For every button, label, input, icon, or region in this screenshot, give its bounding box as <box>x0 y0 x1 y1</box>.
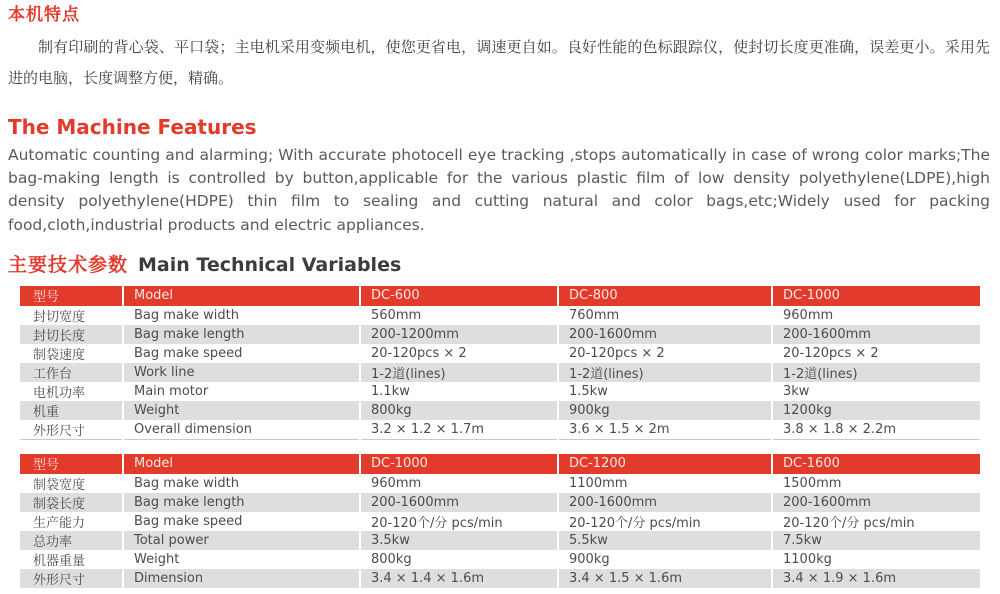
spec-cell: 3kw <box>772 382 980 401</box>
column-header: DC-1200 <box>558 454 772 474</box>
spec-cell: 封切长度 <box>20 325 123 344</box>
machine-features-paragraph: Automatic counting and alarming; With accurate photocell eye tracking ,stops automatically in case of wrong color marks;The bag-making length is controlled by button,applicable for the various plastic film of low density polyethylene(LDPE),high density polyethylene(HDPE) thin film to sealing and cutting natural and color bags,etc;Widely used for packing food,cloth,industrial products and electric appliances. <box>8 146 990 234</box>
column-header: Model <box>123 454 360 474</box>
column-header: DC-600 <box>360 286 558 306</box>
spec-cell: 20-120pcs × 2 <box>360 344 558 363</box>
spec-cell: 1100kg <box>772 550 980 569</box>
column-header: DC-800 <box>558 286 772 306</box>
spec-cell: 200-1600mm <box>772 325 980 344</box>
spec-cell: Bag make length <box>123 493 360 512</box>
spec-cell: 制袋长度 <box>20 493 123 512</box>
tech-params-title-en: Main Technical Variables <box>138 253 402 276</box>
table-header-row <box>20 286 980 306</box>
spec-cell: 1500mm <box>772 474 980 493</box>
spec-cell: Main motor <box>123 382 360 401</box>
spec-cell: 1.5kw <box>558 382 772 401</box>
spec-cell: 3.4 × 1.9 × 1.6m <box>772 569 980 588</box>
spec-cell: Dimension <box>123 569 360 588</box>
spec-cell: 外形尺寸 <box>20 569 123 588</box>
spec-cell: 1.1kw <box>360 382 558 401</box>
table-row <box>20 306 980 325</box>
table-row <box>20 382 980 401</box>
spec-cell: 20-120个/分 pcs/min <box>772 512 980 531</box>
spec-cell: 7.5kw <box>772 531 980 550</box>
table-row <box>20 344 980 363</box>
spec-cell: 3.6 × 1.5 × 2m <box>558 420 772 440</box>
column-header: Model <box>123 286 360 306</box>
column-header: DC-1600 <box>772 454 980 474</box>
spec-cell: 20-120个/分 pcs/min <box>360 512 558 531</box>
spec-cell: 制袋速度 <box>33 347 86 363</box>
spec-cell: 3.4 × 1.4 × 1.6m <box>360 569 558 588</box>
table-row <box>20 325 980 344</box>
table-row <box>20 401 980 420</box>
spec-cell: 200-1600mm <box>772 493 980 512</box>
column-header: DC-1000 <box>772 286 980 306</box>
spec-cell: 3.4 × 1.5 × 1.6m <box>558 569 772 588</box>
spec-cell: 制袋宽度 <box>33 477 86 493</box>
spec-cell: Total power <box>123 531 360 550</box>
spec-cell: 200-1600mm <box>558 493 772 512</box>
table-row <box>20 420 980 440</box>
table-row <box>20 474 980 493</box>
spec-cell: 机器重量 <box>33 553 86 569</box>
spec-cell: 900kg <box>558 550 772 569</box>
spec-cell: 200-1200mm <box>360 325 558 344</box>
spec-cell: 1100mm <box>558 474 772 493</box>
spec-cell: 200-1600mm <box>558 325 772 344</box>
table-header-row <box>20 454 980 474</box>
column-header: DC-1000 <box>360 454 558 474</box>
spec-cell: 1-2道(lines) <box>360 363 558 382</box>
spec-cell: 总功率 <box>20 531 123 550</box>
spec-table-large-models <box>20 454 980 588</box>
table-row <box>20 550 980 569</box>
spec-cell: Overall dimension <box>123 420 360 440</box>
spec-cell: 3.8 × 1.8 × 2.2m <box>772 420 980 440</box>
column-header: 型号 <box>20 454 123 474</box>
spec-cell: 1-2道(lines) <box>558 363 772 382</box>
spec-cell: 3.2 × 1.2 × 1.7m <box>360 420 558 440</box>
spec-cell: 20-120个/分 pcs/min <box>558 512 772 531</box>
spec-cell: Bag make speed <box>123 512 360 531</box>
spec-cell: Bag make width <box>123 306 360 325</box>
spec-cell: 560mm <box>360 306 558 325</box>
spec-cell: 外形尺寸 <box>33 423 86 439</box>
spec-cell: 工作台 <box>20 363 123 382</box>
table-row <box>20 363 980 382</box>
intro-title-zh: 本机特点 <box>8 5 80 25</box>
spec-table-small-models <box>20 286 980 440</box>
spec-cell: 760mm <box>558 306 772 325</box>
machine-features-title: The Machine Features <box>8 115 257 139</box>
spec-cell: 20-120pcs × 2 <box>772 344 980 363</box>
spec-cell: 800kg <box>360 401 558 420</box>
spec-cell: 960mm <box>360 474 558 493</box>
spec-cell: 1200kg <box>772 401 980 420</box>
spec-cell: Weight <box>123 550 360 569</box>
spec-cell: 封切宽度 <box>33 309 86 325</box>
spec-cell: 5.5kw <box>558 531 772 550</box>
column-header: 型号 <box>20 286 123 306</box>
spec-cell: 900kg <box>558 401 772 420</box>
spec-cell: 20-120pcs × 2 <box>558 344 772 363</box>
table-row <box>20 569 980 588</box>
spec-cell: Bag make speed <box>123 344 360 363</box>
intro-paragraph-zh: 制有印刷的背心袋、平口袋；主电机采用变频电机，使您更省电，调速更自如。良好性能的色标跟踪仪，使封切长度更准确，误差更小。采用先进的电脑，长度调整方便，精确。 <box>8 38 990 87</box>
spec-cell: 800kg <box>360 550 558 569</box>
spec-cell: Weight <box>123 401 360 420</box>
spec-cell: Work line <box>123 363 360 382</box>
spec-cell: Bag make width <box>123 474 360 493</box>
table-row <box>20 493 980 512</box>
table-row <box>20 531 980 550</box>
spec-cell: 1-2道(lines) <box>772 363 980 382</box>
tech-params-heading <box>8 254 990 277</box>
spec-cell: 生产能力 <box>33 515 86 531</box>
spec-cell: 3.5kw <box>360 531 558 550</box>
tech-params-title-zh: 主要技术参数 <box>8 253 129 276</box>
table-row <box>20 512 980 531</box>
spec-cell: 200-1600mm <box>360 493 558 512</box>
spec-cell: 电机功率 <box>33 385 86 401</box>
spec-cell: 机重 <box>20 401 123 420</box>
spec-cell: 960mm <box>772 306 980 325</box>
spec-cell: Bag make length <box>123 325 360 344</box>
